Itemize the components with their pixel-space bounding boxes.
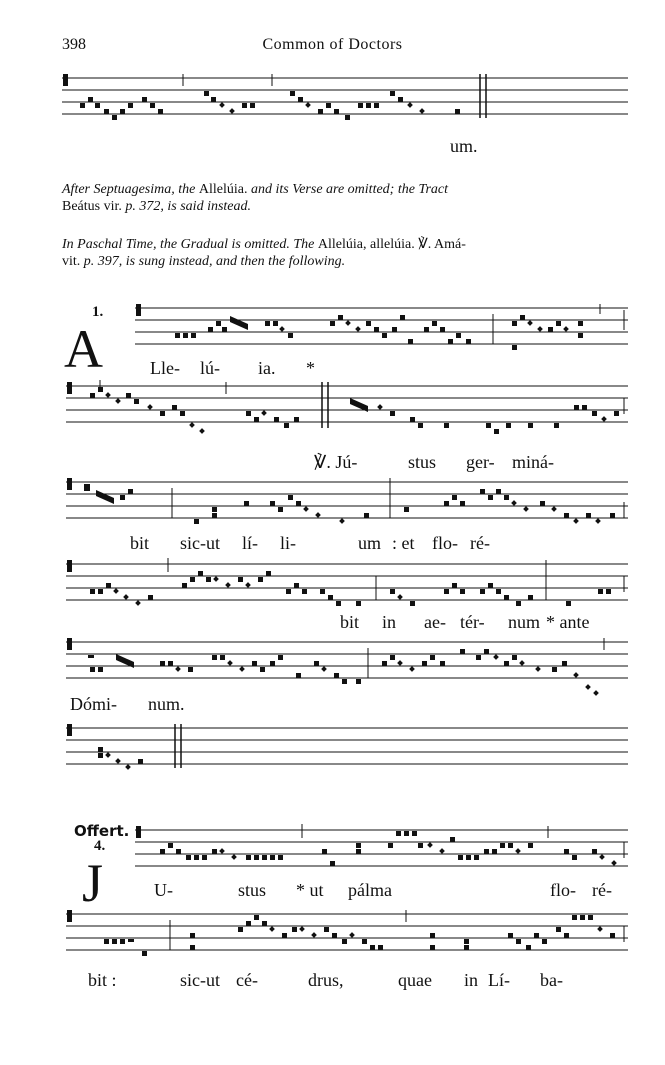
staff-alleluia-3 [0, 474, 665, 544]
lyric: ae- [424, 612, 446, 632]
chant-number: 4. [94, 838, 106, 854]
lyric: ba- [540, 970, 563, 990]
lyric: Lí- [488, 970, 510, 990]
lyric: in [382, 612, 397, 632]
chant-initial: A [64, 319, 103, 379]
lyric: ré- [592, 880, 612, 900]
rubric-paschal [62, 236, 634, 270]
rubric-text: In Paschal Time, the Gradual is omitted. The [62, 237, 318, 252]
rubric-term: Allelúia, allelúia. ℣. Amá- [317, 237, 466, 252]
rubric-term: vit. [62, 254, 84, 269]
rubric-text: p. 372, is said instead. [125, 199, 252, 214]
staff-top [0, 70, 665, 150]
lyric: Lle- [150, 358, 180, 378]
lyric: : et [392, 533, 415, 553]
rubric-text: and its Verse are omitted; the Tract [247, 182, 449, 197]
staff-alleluia-6 [0, 720, 665, 790]
rubric-term: Beátus vir. [62, 199, 126, 214]
lyric: ré- [470, 533, 490, 553]
staff-offertory-2 [0, 906, 665, 976]
rubric-text: After Septuagesima, the [62, 182, 199, 197]
lyric: * ante [546, 612, 590, 632]
lyric: stus [238, 880, 267, 900]
rubric-text: p. 397, is sung instead, and then the following. [83, 254, 346, 269]
lyric: flo- [550, 880, 576, 900]
lyric: * ut [296, 880, 324, 900]
staff-alleluia-2 [0, 378, 665, 448]
lyric: in [464, 970, 479, 990]
lyric: sic-ut [180, 533, 220, 553]
rubric-septuagesima [62, 181, 634, 215]
lyric: bit : [88, 970, 117, 990]
lyric: num. [148, 694, 185, 714]
lyric: cé- [236, 970, 258, 990]
rubric-term: Allelúia. [198, 182, 248, 197]
lyric: ia. [258, 358, 276, 378]
lyric: flo- [432, 533, 458, 553]
lyric: U- [154, 880, 173, 900]
lyric: stus [408, 452, 437, 472]
lyric: quae [398, 970, 432, 990]
lyric: sic-ut [180, 970, 220, 990]
lyric: ℣. Jú- [314, 452, 358, 472]
lyric: bit [340, 612, 360, 632]
lyric: pálma [348, 880, 392, 900]
lyric: li- [280, 533, 296, 553]
chant-initial: J [82, 853, 104, 913]
lyric: bit [130, 533, 150, 553]
staff-alleluia-1 [0, 300, 665, 370]
lyric: num [508, 612, 541, 632]
lyric: um [358, 533, 382, 553]
page-number: 398 [62, 36, 86, 53]
running-head: Common of Doctors [262, 36, 403, 53]
lyric: * [306, 358, 315, 378]
lyric: ger- [466, 452, 495, 472]
lyric: Dómi- [70, 694, 117, 714]
offertory-label: Offert. [74, 822, 130, 840]
lyric: tér- [460, 612, 485, 632]
lyric: um. [450, 136, 478, 156]
lyric: lí- [242, 533, 258, 553]
lyric: miná- [512, 452, 554, 472]
lyric: drus, [308, 970, 344, 990]
chant-number: 1. [92, 304, 104, 320]
lyric: lú- [200, 358, 220, 378]
